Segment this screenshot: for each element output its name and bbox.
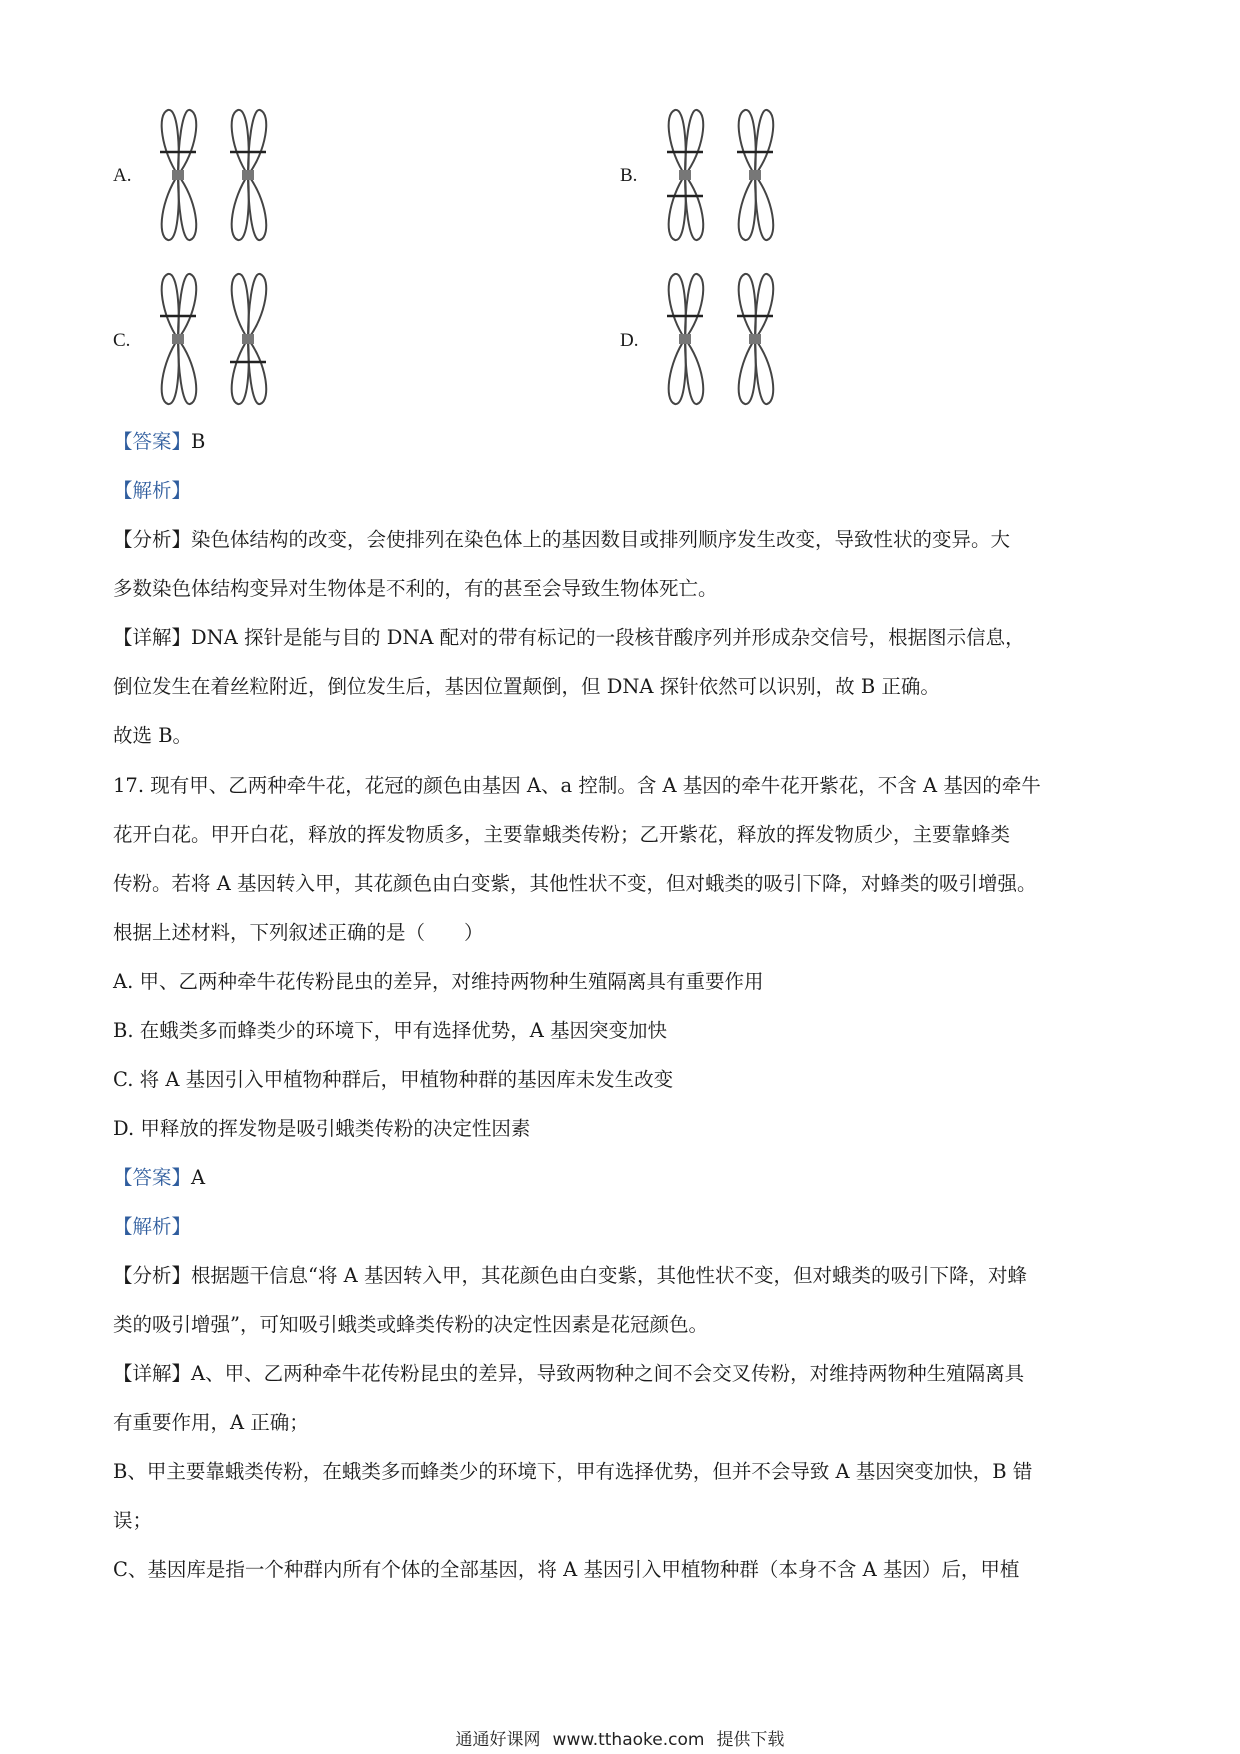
- chromosome-figure-a: [148, 106, 278, 244]
- q16-fenxi-text-1: 染色体结构的改变，会使排列在染色体上的基因数目或排列顺序发生改变，导致性状的变异。大: [191, 528, 1011, 551]
- q17-option-d: D. 甲释放的挥发物是吸引蛾类传粉的决定性因素: [113, 1117, 531, 1140]
- chromosome-figure-b: [655, 106, 785, 244]
- q17-stem-line-3: 传粉。若将 A 基因转入甲，其花颜色由白变紫，其他性状不变，但对蛾类的吸引下降，对蜂类的吸引增强。: [113, 872, 1037, 895]
- q17-option-c: C. 将 A 基因引入甲植物种群后，甲植物种群的基因库未发生改变: [113, 1068, 674, 1091]
- q17-answer-line: [113, 1163, 205, 1193]
- q17-fenxi-text-1: 根据题干信息“将 A 基因转入甲，其花颜色由白变紫，其他性状不变，但对蛾类的吸引下降，对蜂: [191, 1264, 1027, 1287]
- q16-xiangjie-line-2: 倒位发生在着丝粒附近，倒位发生后，基因位置颠倒，但 DNA 探针依然可以识别，故 B 正确。: [113, 675, 940, 698]
- q17-xiangjie-line-2: 有重要作用，A 正确；: [113, 1411, 309, 1434]
- q16-xiangjie-line-1: [113, 623, 1025, 653]
- footer-suffix: 提供下载: [716, 1730, 785, 1750]
- q17-analysis-tag: 【解析】: [113, 1215, 192, 1238]
- q17-c-line-1: C、基因库是指一个种群内所有个体的全部基因，将 A 基因引入甲植物种群（本身不含 A 基因）后，甲植: [113, 1558, 1020, 1581]
- footer-url[interactable]: www.tthaoke.com: [552, 1730, 705, 1750]
- q16-fenxi-line-1: [113, 525, 1010, 555]
- q16-xiangjie-tag: 【详解】: [113, 626, 192, 649]
- q17-b-line-1: B、甲主要靠蛾类传粉，在蛾类多而蜂类少的环境下，甲有选择优势，但并不会导致 A 基因突变加快，B 错: [113, 1460, 1033, 1483]
- q17-option-b: B. 在蛾类多而蜂类少的环境下，甲有选择优势，A 基因突变加快: [113, 1019, 668, 1042]
- q16-xiangjie-text-1: DNA 探针是能与目的 DNA 配对的带有标记的一段核苷酸序列并形成杂交信号，根据图示信息，: [191, 626, 1025, 649]
- q17-answer-value: A: [191, 1166, 206, 1189]
- q17-fenxi-line-2: 类的吸引增强”，可知吸引蛾类或蜂类传粉的决定性因素是花冠颜色。: [113, 1313, 708, 1336]
- q17-xiangjie-tag: 【详解】: [113, 1362, 192, 1385]
- q17-xiangjie-line-1: [113, 1359, 1024, 1389]
- q17-analysis-heading: [113, 1212, 191, 1242]
- q17-b-line-2: 误；: [113, 1509, 153, 1532]
- q17-xiangjie-text-1: A、甲、乙两种牵牛花传粉昆虫的差异，导致两物种之间不会交叉传粉，对维持两物种生殖隔离具: [191, 1362, 1025, 1385]
- chromosome-figure-d: [655, 270, 785, 408]
- q17-fenxi-line-1: [113, 1261, 1027, 1291]
- q16-fenxi-tag: 【分析】: [113, 528, 192, 551]
- page-footer: [0, 1725, 1240, 1750]
- footer-site-name: 通通好课网: [455, 1730, 541, 1750]
- q16-answer-line: [113, 427, 205, 457]
- q16-analysis-tag: 【解析】: [113, 479, 192, 502]
- q17-answer-tag: 【答案】: [113, 1166, 192, 1189]
- chromosome-figure-c: [148, 270, 278, 408]
- q17-stem-line-1: 17. 现有甲、乙两种牵牛花，花冠的颜色由基因 A、a 控制。含 A 基因的牵牛花开紫花，不含 A 基因的牵牛: [113, 774, 1041, 797]
- q16-conclusion: 故选 B。: [113, 724, 193, 747]
- q17-stem-line-4: 根据上述材料，下列叙述正确的是（ ）: [113, 921, 484, 944]
- q17-fenxi-tag: 【分析】: [113, 1264, 192, 1287]
- q16-answer-tag: 【答案】: [113, 430, 192, 453]
- option-d-label: D.: [620, 330, 639, 351]
- option-c-label: C.: [113, 330, 131, 351]
- option-b-label: B.: [620, 165, 638, 186]
- q16-answer-value: B: [191, 430, 206, 453]
- q17-stem-line-2: 花开白花。甲开白花，释放的挥发物质多，主要靠蛾类传粉；乙开紫花，释放的挥发物质少，主要靠蜂类: [113, 823, 1011, 846]
- q16-fenxi-line-2: 多数染色体结构变异对生物体是不利的，有的甚至会导致生物体死亡。: [113, 577, 718, 600]
- q17-option-a: A. 甲、乙两种牵牛花传粉昆虫的差异，对维持两物种生殖隔离具有重要作用: [113, 970, 764, 993]
- option-a-label: A.: [113, 165, 132, 186]
- q16-analysis-heading: [113, 476, 191, 506]
